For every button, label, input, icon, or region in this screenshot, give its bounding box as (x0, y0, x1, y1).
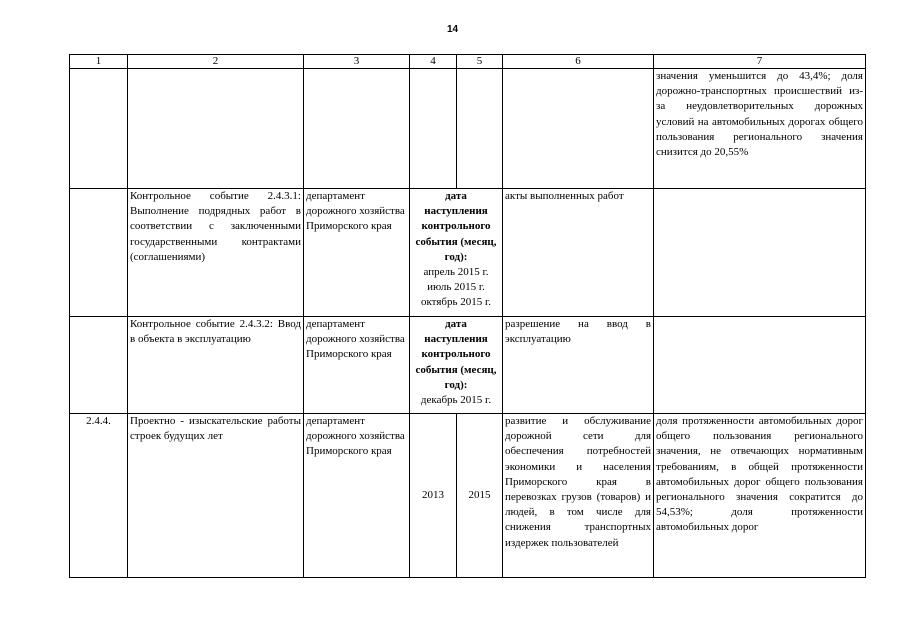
event-name-cell (128, 69, 304, 189)
header-cell: 7 (654, 55, 866, 69)
control-date-cell (410, 317, 503, 414)
item-number-cell (70, 69, 128, 189)
event-name-cell: Контрольное событие 2.4.3.2: Ввод в объекта в эксплуатацию (128, 317, 304, 414)
event-name-cell: Контрольное событие 2.4.3.1: Выполнение подрядных работ в соответствии с заключенными государственными контрактами (соглашениями) (128, 189, 304, 317)
table-row (70, 69, 866, 189)
control-date-label: дата наступления контрольного события (месяц, год): (415, 190, 497, 263)
control-date: июль 2015 г. (427, 281, 485, 294)
control-date-label: дата наступления контрольного события (месяц, год): (415, 318, 497, 391)
item-number-cell: 2.4.4. (70, 414, 128, 578)
result-cell: разрешение на ввод в эксплуатацию (503, 317, 654, 414)
header-cell: 6 (503, 55, 654, 69)
table-row (70, 189, 866, 317)
end-year-cell: 2015 (457, 414, 503, 578)
responsible-cell: департамент дорожного хозяйства Приморского края (304, 317, 410, 414)
header-row (70, 55, 866, 69)
indicator-cell (654, 189, 866, 317)
item-number-cell (70, 317, 128, 414)
control-date: апрель 2015 г. (423, 266, 489, 279)
header-cell: 1 (70, 55, 128, 69)
control-date: октябрь 2015 г. (420, 296, 492, 309)
responsible-cell: департамент дорожного хозяйства Приморского края (304, 414, 410, 578)
control-date: декабрь 2015 г. (420, 394, 492, 407)
indicator-cell (654, 317, 866, 414)
plan-table (69, 54, 866, 578)
event-name-cell: Проектно - изыскательские работы строек будущих лет (128, 414, 304, 578)
control-date-cell (410, 189, 503, 317)
responsible-cell: департамент дорожного хозяйства Приморского края (304, 189, 410, 317)
item-number-cell (70, 189, 128, 317)
end-year-cell (457, 69, 503, 189)
result-cell: развитие и обслуживание дорожной сети для обеспечения потребностей экономики и населения Приморского края в перевозках грузов (товаров) и людей, в том числе для снижения транспортных издержек пользователей (503, 414, 654, 578)
header-cell: 4 (410, 55, 457, 69)
table-row (70, 414, 866, 578)
start-year-cell: 2013 (410, 414, 457, 578)
responsible-cell (304, 69, 410, 189)
result-cell (503, 69, 654, 189)
header-cell: 5 (457, 55, 503, 69)
header-cell: 3 (304, 55, 410, 69)
header-cell: 2 (128, 55, 304, 69)
result-cell: акты выполненных работ (503, 189, 654, 317)
table-row (70, 317, 866, 414)
start-year-cell (410, 69, 457, 189)
indicator-cell: доля протяженности автомобильных дорог общего пользования регионального значения, не отвечающих нормативным требованиям, в общей протяженности автомобильных дорог общего пользования регионального значения сократится до 54,53%; доля протяженности автомобильных дорог (654, 414, 866, 578)
indicator-cell: значения уменьшится до 43,4%; доля дорожно-транспортных происшествий из-за неудовлетворительных дорожных условий на автомобильных дорогах общего пользования регионального значения снизится до 20,55% (654, 69, 866, 189)
page-number: 14 (446, 24, 459, 35)
